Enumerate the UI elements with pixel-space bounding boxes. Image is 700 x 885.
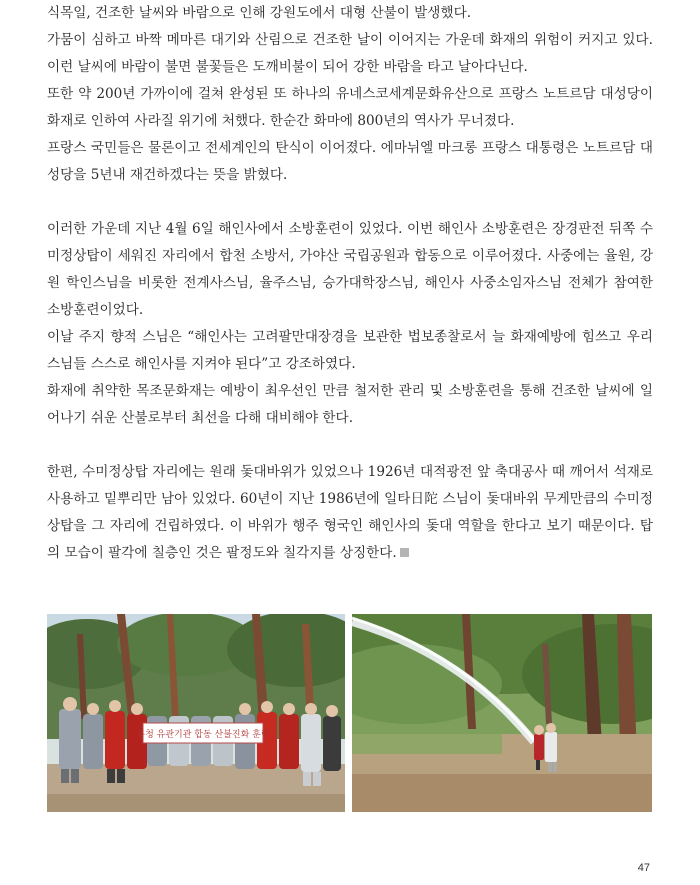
- article-body: [47, 0, 653, 567]
- article-paragraph-group-1: [47, 0, 653, 189]
- photo-fire-hose-drill: [352, 614, 652, 812]
- paragraph-spacer: [47, 189, 653, 216]
- body-paragraph: 이날 주지 향적 스님은 “해인사는 고려팔만대장경을 보관한 법보종찰로서 늘 화재예방에 힘쓰고 우리 스님들 스스로 해인사를 지켜야 된다”고 강조하였다.: [47, 329, 653, 372]
- page-number: 47: [637, 862, 650, 874]
- body-paragraph: [47, 459, 653, 567]
- banner-text: 봉청 유관기관 합동 산불진화 훈련: [136, 730, 270, 740]
- group-photo-illustration: [47, 614, 345, 812]
- body-paragraph: 화재에 취약한 목조문화재는 예방이 최우선인 만큼 철저한 관리 및 소방훈련을 통해 건조한 날씨에 일어나기 쉬운 산불로부터 최선을 다해 대비해야 한다.: [47, 383, 653, 426]
- body-paragraph: 또한 약 200년 가까이에 걸쳐 완성된 또 하나의 유네스코세계문화유산으로 프랑스 노트르담 대성당이 화재로 인하여 사라질 위기에 처했다. 한순간 화마에 800년의 역사가 무너졌다.: [47, 86, 653, 129]
- body-paragraph: 이러한 가운데 지난 4월 6일 해인사에서 소방훈련이 있었다. 이번 해인사 소방훈련은 장경판전 뒤쪽 수미정상탑이 세워진 자리에서 합천 소방서, 가야산 국립공원과 합동으로 이루어졌다. 사중에는 율원, 강원 학인스님을 비롯한 전계사스님, 율주스님, 승가대학장스님, 해인사 사중소임자스님 전체가 참여한 소방훈련이었다.: [47, 221, 653, 318]
- body-paragraph: 프랑스 국민들은 물론이고 전세계인의 탄식이 이어졌다. 에마뉘엘 마크롱 프랑스 대통령은 노트르담 대성당을 5년내 재건하겠다는 뜻을 밝혔다.: [47, 140, 653, 183]
- body-paragraph: 식목일, 건조한 날씨와 바람으로 인해 강원도에서 대형 산불이 발생했다.: [47, 5, 472, 21]
- body-paragraph: 가뭄이 심하고 바짝 메마른 대기와 산림으로 건조한 날이 이어지는 가운데 화재의 위험이 커지고 있다. 이런 날씨에 바람이 불면 불꽃들은 도깨비불이 되어 강한 바람을 타고 날아다닌다.: [47, 32, 653, 75]
- photo-group-with-banner: [47, 614, 345, 812]
- end-of-article-mark: [400, 548, 409, 557]
- paragraph-spacer: [47, 432, 653, 459]
- body-paragraph-text: 한편, 수미정상탑 자리에는 원래 돛대바위가 있었으나 1926년 대적광전 앞 축대공사 때 깨어서 석재로 사용하고 밑뿌리만 남아 있었다. 60년이 지난 1986년에 일타日陀 스님이 돛대바위 무게만큼의 수미정상탑을 그 자리에 건립하였다. 이 바위가 행주 형국인 해인사의 돛대 역할을 한다고 보기 때문이다. 탑의 모습이 팔각에 칠층인 것은 팔정도와 칠각지를 상징한다.: [47, 464, 653, 561]
- hose-drill-illustration: [352, 614, 652, 812]
- article-paragraph-group-2: [47, 216, 653, 432]
- article-paragraph-group-3: [47, 459, 653, 567]
